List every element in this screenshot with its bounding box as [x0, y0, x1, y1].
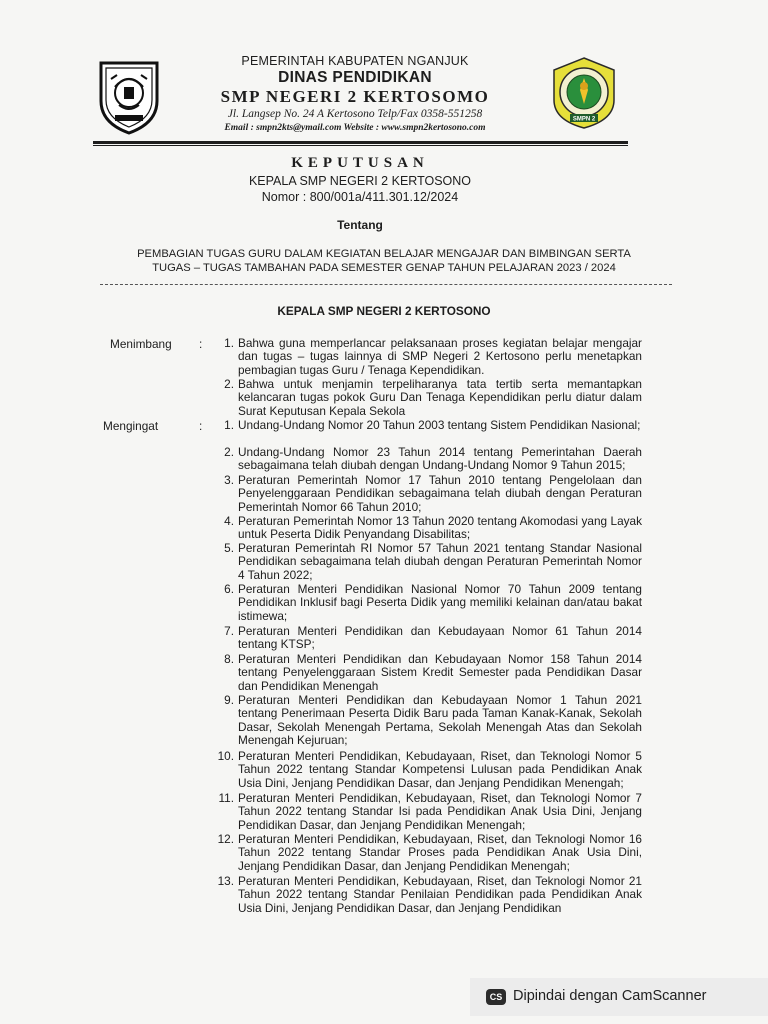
- list-item-text: Peraturan Menteri Pendidikan dan Kebudayaan Nomor 1 Tahun 2021 tentang Penerimaan Peserta Didik Baru pada Taman Kanak-Kanak, Sekolah Dasar, Sekolah Menengah Pertama, Sekolah Menengah Atas dan Sekolah Menengah Kejuruan;: [238, 693, 642, 747]
- list-item-text: Peraturan Menteri Pendidikan dan Kebudayaan Nomor 61 Tahun 2014 tentang KTSP;: [238, 624, 642, 652]
- mengingat-label: Mengingat: [103, 419, 159, 433]
- list-item-text: Peraturan Menteri Pendidikan, Kebudayaan, Riset, dan Teknologi Nomor 7 Tahun 2022 tentang Standar Isi pada Pendidikan Anak Usia Dini, Jenjang Pendidikan Dasar, dan Jenjang Pendidikan Menengah;: [238, 791, 642, 832]
- list-item-text: Peraturan Menteri Pendidikan, Kebudayaan, Riset, dan Teknologi Nomor 5 Tahun 2022 tentang Standar Kompetensi Lulusan pada Pendidikan Anak Usia Dini, Jenjang Pendidikan Dasar, dan Jenjang Pendidikan Menengah;: [238, 749, 642, 790]
- list-item-number: 9.: [224, 693, 234, 707]
- decision-issuer: KEPALA SMP NEGERI 2 KERTOSONO: [248, 174, 472, 188]
- letterhead: [170, 54, 540, 135]
- letterhead-government: PEMERINTAH KABUPATEN NGANJUK: [241, 54, 469, 68]
- decision-title: KEPUTUSAN: [291, 155, 429, 171]
- list-item-number: 8.: [224, 652, 234, 666]
- letterhead-rule-thick: [93, 141, 628, 144]
- list-item-number: 1.: [224, 418, 234, 432]
- decision-number: Nomor : 800/001a/411.301.12/2024: [261, 190, 459, 204]
- scanner-watermark-text: Dipindai dengan CamScanner: [513, 988, 707, 1004]
- list-item-text: Peraturan Pemerintah Nomor 17 Tahun 2010 tentang Pengelolaan dan Penyelenggaraan Pendidikan sebagaimana telah diubah dengan Peraturan Pemerintah Nomor 66 Tahun 2010;: [238, 473, 642, 514]
- issuer-heading: KEPALA SMP NEGERI 2 KERTOSONO: [277, 304, 491, 318]
- list-item-text: Peraturan Pemerintah RI Nomor 57 Tahun 2021 tentang Standar Nasional Pendidikan sebagaimana telah diubah dengan Peraturan Pemerintah Nomor 4 Tahun 2022;: [238, 541, 642, 582]
- decision-subject: [96, 247, 672, 275]
- list-item-number: 5.: [224, 541, 234, 555]
- decision-subject-line2: TUGAS – TUGAS TAMBAHAN PADA SEMESTER GENAP TAHUN PELAJARAN 2023 / 2024: [152, 262, 616, 274]
- letterhead-agency: DINAS PENDIDIKAN: [278, 69, 432, 86]
- list-item-number: 7.: [224, 624, 234, 638]
- menimbang-label: Menimbang: [110, 337, 172, 351]
- school-logo-text: SMPN 2: [572, 116, 596, 123]
- list-item-text: Undang-Undang Nomor 23 Tahun 2014 tentang Pemerintahan Daerah sebagaimana telah diubah dengan Undang-Undang Nomor 9 Tahun 2015;: [238, 445, 642, 473]
- menimbang-colon: :: [199, 337, 203, 351]
- list-item-text: Bahwa untuk menjamin terpeliharanya tata tertib serta memantapkan kelancaran tugas pokok Guru Dan Tenaga Kependidikan perlu diatur dalam Surat Keputusan Kepala Sekola: [238, 377, 642, 418]
- decision-tentang: Tentang: [337, 218, 383, 232]
- list-item-number: 13.: [217, 874, 234, 888]
- list-item-number: 11.: [218, 791, 234, 805]
- list-item-number: 6.: [224, 582, 234, 596]
- decision-subject-line1: PEMBAGIAN TUGAS GURU DALAM KEGIATAN BELAJAR MENGAJAR DAN BIMBINGAN SERTA: [137, 248, 631, 260]
- regency-emblem-icon: [95, 57, 163, 135]
- list-item-number: 1.: [224, 336, 234, 350]
- list-item-text: Peraturan Pemerintah Nomor 13 Tahun 2020 tentang Akomodasi yang Layak untuk Peserta Didik Penyandang Disabilitas;: [238, 514, 642, 542]
- list-item-number: 2.: [224, 445, 234, 459]
- list-item-number: 10.: [217, 749, 234, 763]
- school-logo-icon: [550, 56, 618, 130]
- list-item-text: Peraturan Menteri Pendidikan, Kebudayaan, Riset, dan Teknologi Nomor 21 Tahun 2022 tentang Standar Penilaian Pendidikan pada Pendidikan Anak Usia Dini, Jenjang Pendidikan Dasar, dan Jenjang Pendidikan: [238, 874, 642, 915]
- letterhead-contact: Email : smpn2kts@ymail.com Website : www.smpn2kertosono.com: [224, 123, 486, 133]
- letterhead-school: SMP NEGERI 2 KERTOSOMO: [220, 87, 490, 106]
- list-item-text: Peraturan Menteri Pendidikan dan Kebudayaan Nomor 158 Tahun 2014 tentang Penyelenggaraan Sistem Kredit Semester pada Pendidikan Dasar dan Pendidikan Menengah: [238, 652, 642, 693]
- letterhead-address: Jl. Langsep No. 24 A Kertosono Telp/Fax 0358-551258: [227, 108, 483, 120]
- mengingat-colon: :: [199, 419, 203, 433]
- list-item-text: Peraturan Menteri Pendidikan, Kebudayaan, Riset, dan Teknologi Nomor 16 Tahun 2022 tentang Standar Proses pada Pendidikan Anak Usia Dini, Jenjang Pendidikan Dasar, dan Jenjang Pendidikan Menengah;: [238, 832, 642, 873]
- list-item-number: 12.: [217, 832, 234, 846]
- letterhead-rule-thin: [93, 145, 628, 146]
- list-item-text: Peraturan Menteri Pendidikan Nasional Nomor 70 Tahun 2009 tentang Pendidikan Inklusif bagi Peserta Didik yang memiliki kelainan dan/atau bakat istimewa;: [238, 582, 642, 623]
- section-divider: [100, 284, 672, 285]
- camscanner-logo-icon: CS: [486, 989, 506, 1005]
- list-item-text: Bahwa guna memperlancar pelaksanaan proses kegiatan belajar mengajar dan tugas – tugas lainnya di SMP Negeri 2 Kertosono perlu menetapkan pembagian tugas Guru / Tenaga Kependidikan.: [238, 336, 642, 377]
- list-item-text: Undang-Undang Nomor 20 Tahun 2003 tentang Sistem Pendidikan Nasional;: [238, 418, 641, 432]
- list-item-number: 3.: [224, 473, 234, 487]
- list-item-number: 4.: [224, 514, 234, 528]
- list-item-number: 2.: [224, 377, 234, 391]
